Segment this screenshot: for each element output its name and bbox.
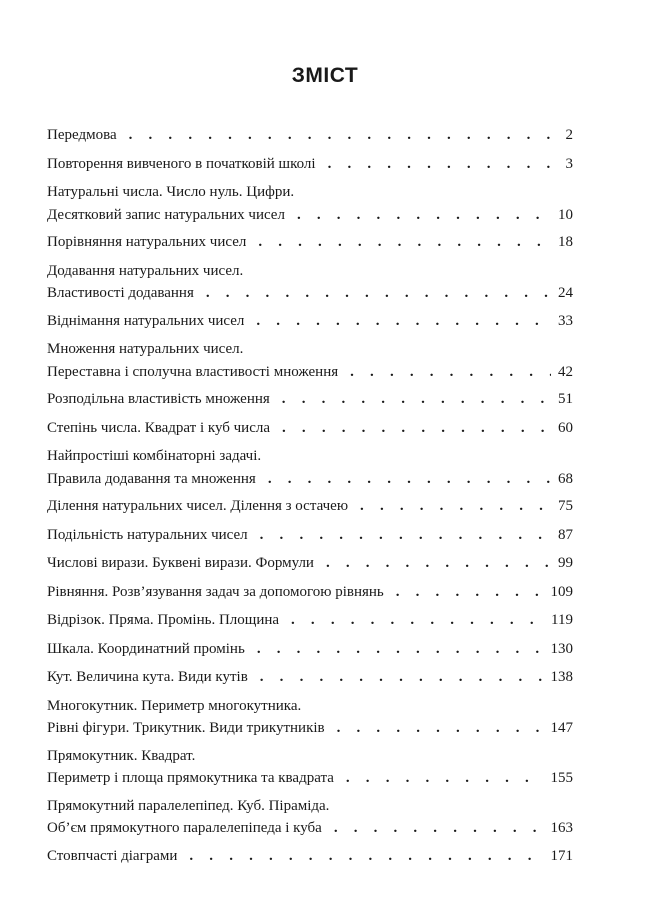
toc-page-number: 119 — [551, 612, 573, 628]
toc-entry[interactable] — [47, 181, 573, 231]
toc-entry[interactable] — [47, 581, 573, 610]
toc-entry-title: Прямокутний паралелепіпед. Куб. Піраміда. — [47, 797, 330, 814]
toc-entry-title: Порівняння натуральних чисел — [47, 234, 247, 250]
toc-entry-title: Степінь числа. Квадрат і куб числа — [47, 419, 271, 436]
toc-entry-line-last — [47, 204, 573, 227]
toc-page-number: 99 — [558, 555, 573, 571]
toc-entry-title: Відрізок. Пряма. Промінь. Площина — [47, 612, 280, 628]
toc-entry-line-last — [47, 282, 573, 305]
toc-entry[interactable] — [47, 745, 573, 795]
toc-entry[interactable] — [47, 495, 573, 524]
dot-leader — [206, 282, 551, 305]
toc-entry-title: Стовпчасті діаграми — [47, 847, 178, 864]
toc-entry[interactable] — [47, 417, 573, 446]
dot-leader — [189, 845, 544, 868]
toc-entry-title: Об’єм прямокутного паралелепіпеда і куба — [47, 820, 322, 836]
toc-page-number: 147 — [550, 720, 573, 736]
dot-leader — [282, 417, 551, 440]
toc-entry-title: Віднімання натуральних чисел — [47, 312, 245, 329]
toc-entry-line-last — [47, 468, 573, 491]
toc-page-number: 75 — [558, 498, 573, 514]
dot-leader — [396, 581, 545, 604]
dot-leader — [282, 388, 551, 411]
toc-entry-line-last — [47, 153, 573, 176]
dot-leader — [334, 817, 545, 840]
toc-entry-title: Властивості додавання — [47, 285, 194, 301]
toc-entry-line-last — [47, 417, 573, 440]
table-of-contents — [47, 124, 573, 873]
dot-leader — [258, 231, 551, 254]
toc-page-number: 138 — [550, 669, 573, 685]
toc-entry-line-last — [47, 495, 573, 518]
toc-entry[interactable] — [47, 310, 573, 339]
toc-entry-line — [47, 745, 573, 768]
toc-entry-line-last — [47, 388, 573, 411]
dot-leader — [346, 767, 545, 790]
dot-leader — [291, 609, 545, 632]
toc-entry-line-last — [47, 524, 573, 547]
dot-leader — [350, 361, 551, 384]
toc-page-number: 3 — [565, 155, 573, 172]
toc-entry[interactable] — [47, 638, 573, 667]
toc-entry-title: Шкала. Координатний промінь — [47, 640, 245, 657]
toc-entry-title: Множення натуральних чисел. — [47, 341, 244, 357]
toc-entry-line — [47, 260, 573, 283]
toc-entry[interactable] — [47, 795, 573, 845]
toc-entry-line-last — [47, 767, 573, 790]
page-title: ЗМІСТ — [291, 64, 359, 87]
toc-entry-line-last — [47, 310, 573, 333]
toc-entry-title: Повторення вивченого в початковій школі — [47, 155, 316, 172]
toc-entry-title: Подільність натуральних чисел — [47, 526, 248, 543]
dot-leader — [326, 552, 551, 575]
toc-page-number: 87 — [558, 526, 573, 543]
toc-entry-line-last — [47, 581, 573, 604]
toc-page-number: 18 — [558, 234, 573, 250]
dot-leader — [268, 468, 551, 491]
toc-entry[interactable] — [47, 445, 573, 495]
toc-entry[interactable] — [47, 609, 573, 638]
toc-entry-title: Найпростіші комбінаторні задачі. — [47, 448, 262, 464]
toc-entry-title: Натуральні числа. Число нуль. Цифри. — [47, 184, 295, 200]
toc-entry-line-last — [47, 361, 573, 384]
toc-entry[interactable] — [47, 524, 573, 553]
toc-entry[interactable] — [47, 695, 573, 745]
toc-page-number: 10 — [558, 206, 573, 223]
dot-leader — [297, 204, 551, 227]
toc-entry[interactable] — [47, 260, 573, 310]
dot-leader — [337, 717, 545, 740]
toc-entry-title: Переставна і сполучна властивості множення — [47, 363, 339, 380]
dot-leader — [328, 153, 551, 176]
toc-page-number: 171 — [550, 847, 573, 864]
toc-entry-line-last — [47, 666, 573, 689]
toc-page-number: 68 — [558, 470, 573, 487]
toc-entry-title: Розподільна властивість множення — [47, 391, 270, 407]
toc-entry-line-last — [47, 124, 573, 147]
toc-entry-title: Числові вирази. Буквені вирази. Формули — [47, 555, 314, 571]
toc-entry-line-last — [47, 817, 573, 840]
toc-entry-line — [47, 338, 573, 361]
toc-entry-line — [47, 445, 573, 468]
toc-entry-line — [47, 695, 573, 718]
toc-entry-title: Периметр і площа прямокутника та квадрата — [47, 770, 334, 786]
dot-leader — [256, 310, 551, 333]
toc-entry-line-last — [47, 717, 573, 740]
toc-entry[interactable] — [47, 338, 573, 388]
toc-entry-line-last — [47, 231, 573, 254]
toc-entry-title: Додавання натуральних чисел. — [47, 262, 244, 279]
toc-page-number: 163 — [550, 820, 573, 836]
dot-leader — [257, 638, 545, 661]
toc-entry[interactable] — [47, 552, 573, 581]
toc-page-number: 51 — [558, 391, 573, 407]
toc-entry-line-last — [47, 638, 573, 661]
toc-entry-title: Рівняння. Розв’язування задач за допомогою рівнянь — [47, 583, 384, 600]
toc-entry[interactable] — [47, 124, 573, 153]
toc-entry-title: Прямокутник. Квадрат. — [47, 747, 196, 764]
toc-entry[interactable] — [47, 666, 573, 695]
toc-entry-title: Кут. Величина кута. Види кутів — [47, 669, 248, 685]
toc-page-number: 42 — [558, 363, 573, 380]
toc-page-number: 130 — [550, 640, 573, 657]
toc-entry-title: Многокутник. Периметр многокутника. — [47, 697, 302, 714]
toc-entry[interactable] — [47, 388, 573, 417]
toc-entry-title: Правила додавання та множення — [47, 470, 256, 487]
dot-leader — [260, 666, 545, 689]
toc-entry-line-last — [47, 845, 573, 868]
toc-entry-line — [47, 181, 573, 204]
toc-page-number: 2 — [565, 127, 573, 143]
toc-page-number: 24 — [558, 285, 573, 301]
toc-entry-title: Ділення натуральних чисел. Ділення з остачею — [47, 498, 349, 514]
dot-leader — [360, 495, 551, 518]
toc-page-number: 109 — [550, 583, 573, 600]
dot-leader — [129, 124, 551, 147]
toc-entry-line — [47, 795, 573, 818]
toc-entry-line-last — [47, 609, 573, 632]
toc-page-number: 155 — [550, 770, 573, 786]
toc-page-number: 33 — [558, 312, 573, 329]
toc-entry-title: Рівні фігури. Трикутник. Види трикутників — [47, 720, 325, 736]
toc-page-number: 60 — [558, 419, 573, 436]
dot-leader — [260, 524, 551, 547]
toc-entry[interactable] — [47, 231, 573, 260]
toc-entry[interactable] — [47, 153, 573, 182]
toc-entry-title: Передмова — [47, 127, 117, 143]
toc-entry[interactable] — [47, 845, 573, 874]
toc-entry-title: Десятковий запис натуральних чисел — [47, 206, 285, 223]
toc-entry-line-last — [47, 552, 573, 575]
